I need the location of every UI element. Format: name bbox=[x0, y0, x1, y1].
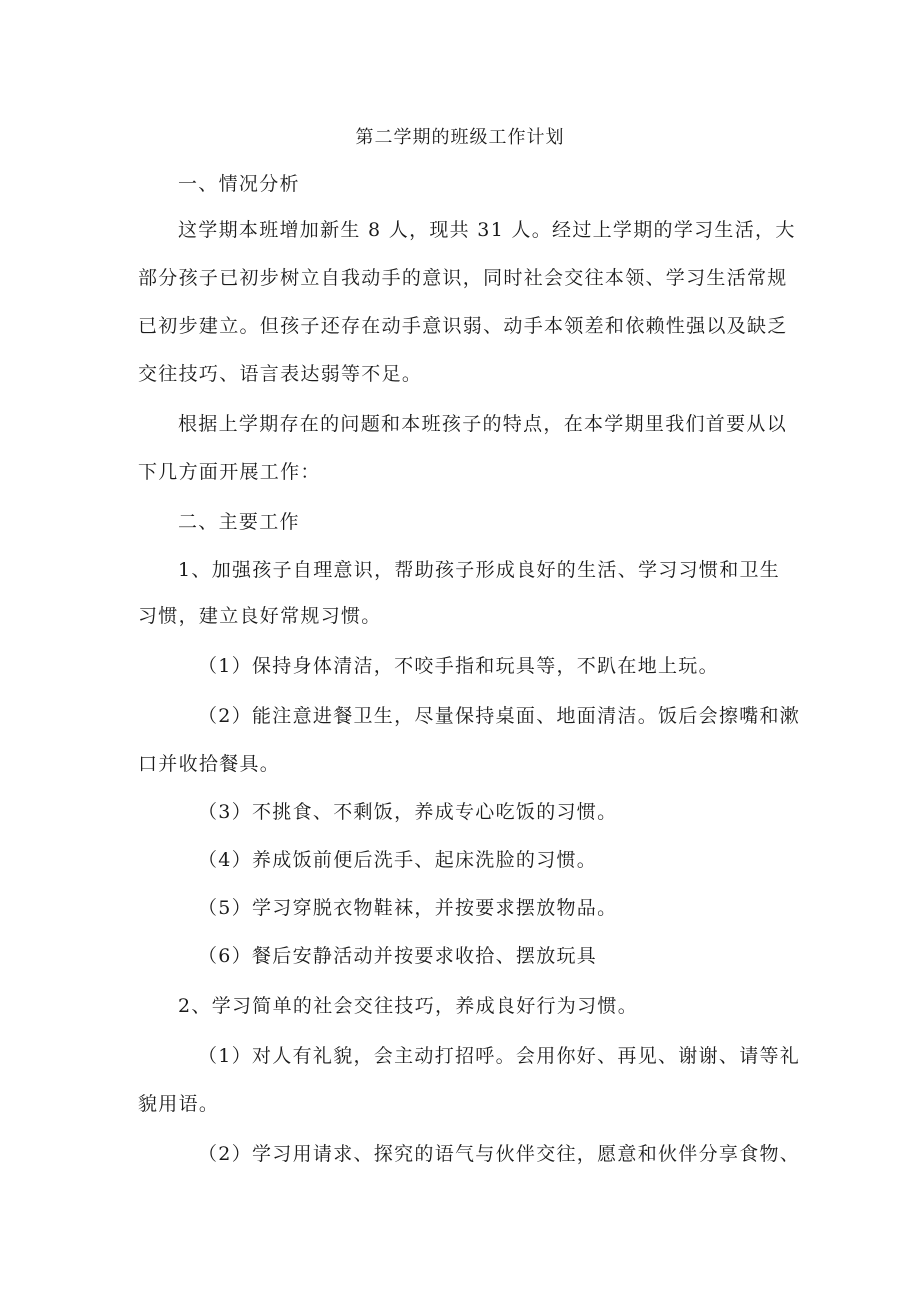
list-item: 2、学习简单的社会交往技巧，养成良好行为习惯。 bbox=[178, 995, 638, 1017]
paragraph-line: 已初步建立。但孩子还存在动手意识弱、动手本领差和依赖性强以及缺乏 bbox=[138, 315, 788, 337]
sub-list-item: （6）餐后安静活动并按要求收拾、摆放玩具 bbox=[198, 945, 598, 967]
paragraph-line: 这学期本班增加新生 8 人，现共 31 人。经过上学期的学习生活，大 bbox=[178, 219, 796, 241]
section-heading-main-work: 二、主要工作 bbox=[178, 511, 300, 533]
section-heading-analysis: 一、情况分析 bbox=[178, 173, 300, 195]
sub-list-item: 貌用语。 bbox=[138, 1093, 220, 1115]
list-item: 1、加强孩子自理意识，帮助孩子形成良好的生活、学习习惯和卫生 bbox=[178, 559, 781, 581]
sub-list-item: （5）学习穿脱衣物鞋袜，并按要求摆放物品。 bbox=[198, 897, 618, 919]
document-title: 第二学期的班级工作计划 bbox=[355, 127, 565, 148]
sub-list-item: （1）保持身体清洁，不咬手指和玩具等，不趴在地上玩。 bbox=[198, 655, 719, 677]
sub-list-item: （3）不挑食、不剩饭，养成专心吃饭的习惯。 bbox=[198, 801, 618, 823]
paragraph-line: 交往技巧、语言表达弱等不足。 bbox=[138, 363, 423, 385]
paragraph-line: 根据上学期存在的问题和本班孩子的特点，在本学期里我们首要从以 bbox=[178, 413, 788, 435]
sub-list-item: （4）养成饭前便后洗手、起床洗脸的习惯。 bbox=[198, 849, 598, 871]
sub-list-item: （2）能注意进餐卫生，尽量保持桌面、地面清洁。饭后会擦嘴和漱 bbox=[198, 705, 801, 727]
list-item: 习惯，建立良好常规习惯。 bbox=[138, 605, 382, 627]
sub-list-item: （1）对人有礼貌，会主动打招呼。会用你好、再见、谢谢、请等礼 bbox=[198, 1045, 801, 1067]
paragraph-line: 下几方面开展工作： bbox=[138, 461, 321, 483]
sub-list-item: 口并收拾餐具。 bbox=[138, 753, 281, 775]
sub-list-item: （2）学习用请求、探究的语气与伙伴交往，愿意和伙伴分享食物、 bbox=[198, 1143, 801, 1165]
paragraph-line: 部分孩子已初步树立自我动手的意识，同时社会交往本领、学习生活常规 bbox=[138, 267, 788, 289]
